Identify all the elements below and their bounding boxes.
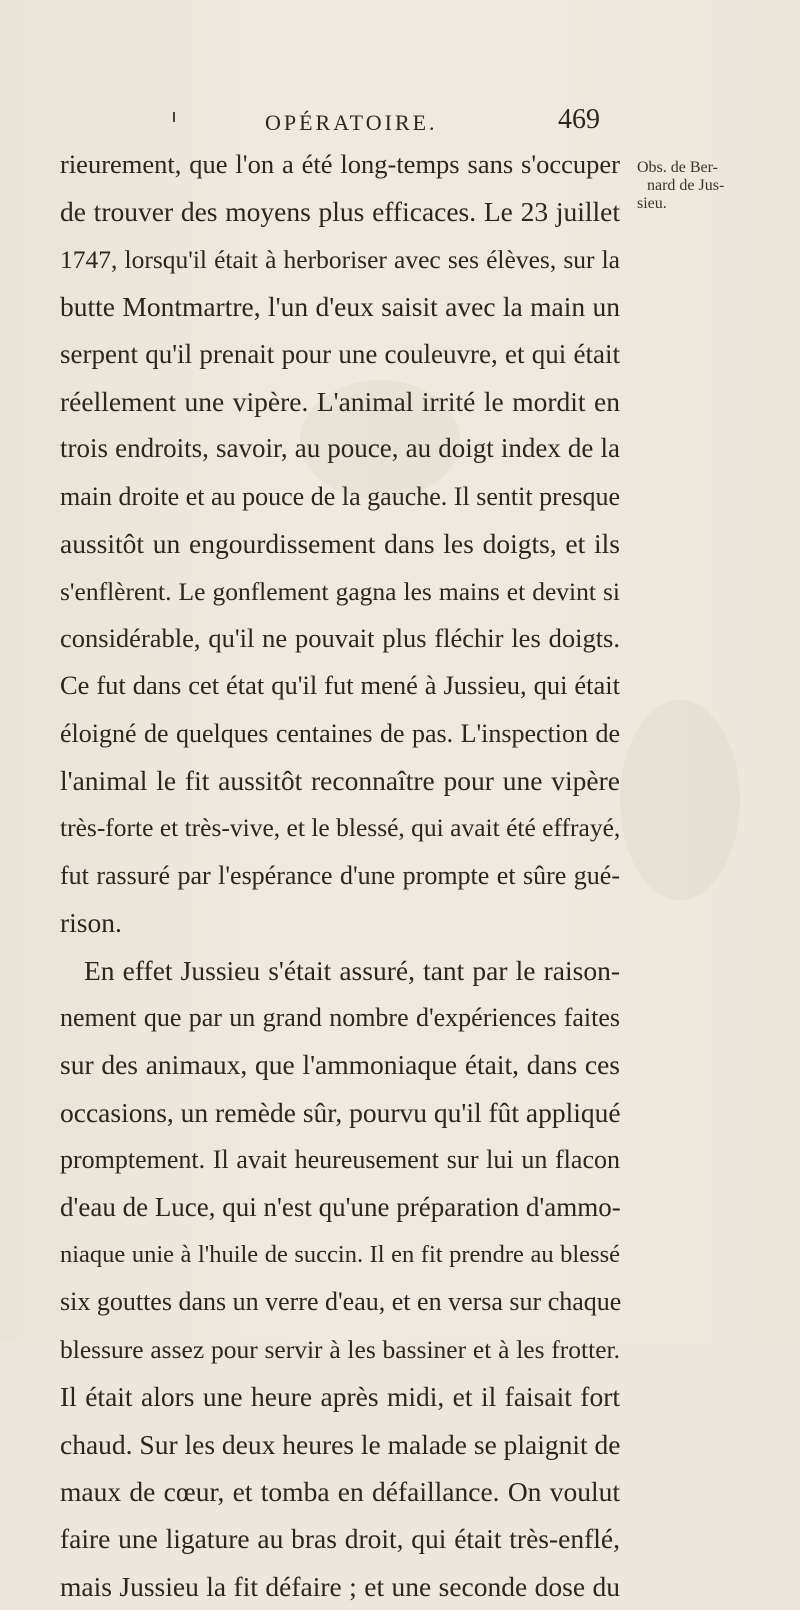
text-line: serpent qu'il prenait pour une couleuvre, et qui était: [60, 338, 620, 369]
text-line: niaque unie à l'huile de succin. Il en fit prendre au blessé: [60, 1240, 620, 1268]
header-mark: [173, 112, 175, 122]
paper-stain: [620, 700, 740, 900]
text-line: l'animal le fit aussitôt reconnaître pour une vipère: [60, 765, 620, 797]
text-line: occasions, un remède sûr, pourvu qu'il fût appliqué: [60, 1096, 621, 1128]
text-line: Il était alors une heure après midi, et il faisait fort: [60, 1381, 620, 1413]
text-line: blessure assez pour servir à les bassiner et à les frotter.: [60, 1334, 620, 1364]
text-line: aussitôt un engourdissement dans les doigts, et ils: [60, 528, 620, 560]
text-line: très-forte et très-vive, et le blessé, qui avait été effrayé,: [60, 813, 621, 843]
text-line: d'eau de Luce, qui n'est qu'une préparation d'ammo-: [60, 1191, 621, 1222]
paragraph-end-line: rison.: [60, 907, 122, 939]
margin-note-line: nard de Jus-: [647, 177, 725, 194]
text-line: trois endroits, savoir, au pouce, au doigt index de la: [60, 433, 620, 464]
paragraph-start-line: En effet Jussieu s'était assuré, tant par le raison-: [84, 954, 620, 986]
text-line: de trouver des moyens plus efficaces. Le 23 juillet: [60, 196, 620, 228]
text-line: sur des animaux, que l'ammoniaque était, dans ces: [60, 1049, 620, 1081]
page-header: [0, 104, 800, 144]
text-line: faire une ligature au bras droit, qui était très-enflé,: [60, 1523, 620, 1555]
text-line: promptement. Il avait heureusement sur lui un flacon: [60, 1145, 620, 1175]
body-text: [60, 141, 620, 1610]
margin-note: [637, 159, 787, 213]
text-line: fut rassuré par l'espérance d'une prompte et sûre gué-: [60, 860, 620, 890]
margin-note-line: sieu.: [637, 195, 667, 212]
page-number: 469: [558, 104, 600, 135]
text-line: nement que par un grand nombre d'expériences faites: [60, 1003, 620, 1033]
text-line: rieurement, que l'on a été long-temps sans s'occuper: [60, 149, 620, 179]
text-line: considérable, qu'il ne pouvait plus fléchir les doigts.: [60, 622, 620, 653]
text-line: mais Jussieu la fit défaire ; et une seconde dose du: [60, 1570, 620, 1602]
text-line: chaud. Sur les deux heures le malade se plaignit de: [60, 1428, 621, 1460]
text-line: éloigné de quelques centaines de pas. L'inspection de: [60, 718, 620, 748]
running-title: OPÉRATOIRE.: [265, 110, 438, 135]
text-line: butte Montmartre, l'un d'eux saisit avec la main un: [60, 291, 620, 323]
text-line: Ce fut dans cet état qu'il fut mené à Jussieu, qui était: [60, 670, 620, 701]
text-line: main droite et au pouce de la gauche. Il sentit presque: [60, 481, 620, 511]
text-line: s'enflèrent. Le gonflement gagna les mains et devint si: [60, 576, 620, 606]
text-line: réellement une vipère. L'animal irrité le mordit en: [60, 385, 620, 417]
text-line: six gouttes dans un verre d'eau, et en versa sur chaque: [60, 1287, 622, 1317]
margin-note-line: Obs. de Ber-: [637, 159, 718, 176]
text-line: maux de cœur, et tomba en défaillance. On voulut: [60, 1475, 620, 1507]
text-line: 1747, lorsqu'il était à herboriser avec ses élèves, sur la: [60, 244, 620, 274]
